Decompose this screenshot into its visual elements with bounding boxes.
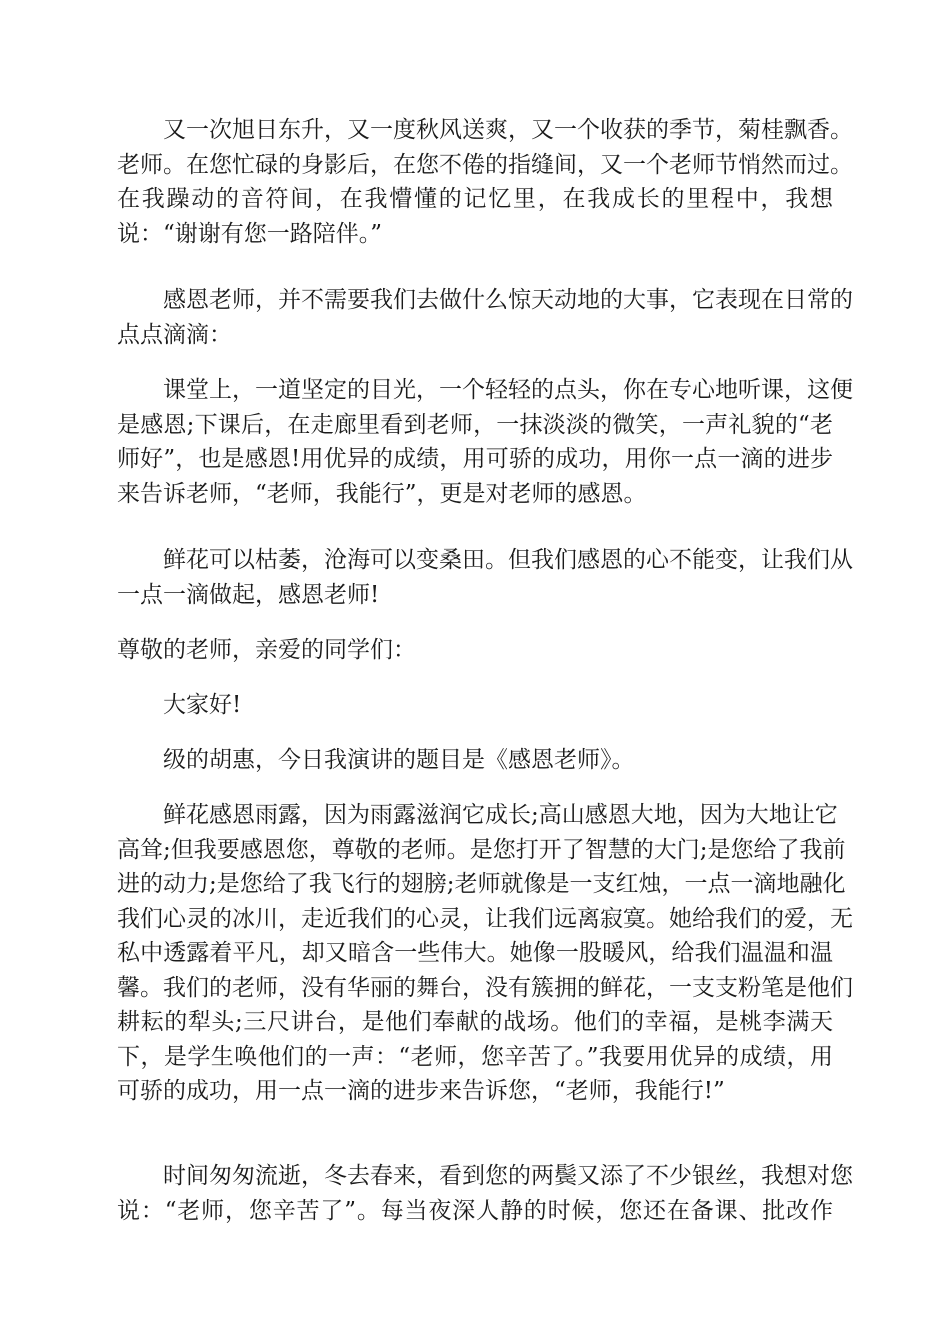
paragraph-6 [117,1159,853,1228]
text-line: 鲜花可以枯萎，沧海可以变桑田。但我们感恩的心不能变，让我们从 [163,547,853,573]
text-line: 馨。我们的老师，没有华丽的舞台，没有簇拥的鲜花，一支支粉笔是他们 [117,974,853,1001]
text-line: 是感恩;下课后，在走廊里看到老师，一抹淡淡的微笑，一声礼貌的“老 [117,411,833,438]
intro-line [117,743,833,778]
text-line: 鲜花感恩雨露，因为雨露滋润它成长;高山感恩大地，因为大地让它 [163,802,838,828]
text-line: 尊敬的老师，亲爱的同学们： [117,637,416,663]
paragraph-5 [117,798,853,1109]
text-line: 耕耘的犁头;三尺讲台，是他们奉献的战场。他们的幸福，是桃李满天 [117,1009,833,1035]
greeting [117,688,833,723]
text-line: 下，是学生唤他们的一声：“老师，您辛苦了。”我要用优异的成绩，用 [117,1043,833,1070]
text-line: 一点一滴做起，感恩老师! [117,581,380,608]
text-line: 师好”，也是感恩!用优异的成绩，用可骄的成功，用你一点一滴的进步 [117,446,833,472]
text-line: 高耸;但我要感恩您，尊敬的老师。是您打开了智慧的大门;是您给了我前 [117,836,846,863]
text-line: 老师。在您忙碌的身影后，在您不倦的指缝间，又一个老师节悄然而过。 [117,151,853,178]
text-line: 来告诉老师，“老师，我能行”，更是对老师的感恩。 [117,480,647,507]
paragraph-1 [117,113,853,251]
paragraph-3 [117,373,853,511]
text-line: 又一次旭日东升，又一度秋风送爽，又一个收获的季节，菊桂飘香。 [163,117,853,143]
text-line: 在我躁动的音符间，在我懵懂的记忆里，在我成长的里程中，我想 [117,186,833,212]
text-line: 我们心灵的冰川，走近我们的心灵，让我们远离寂寞。她给我们的爱，无 [117,905,853,932]
text-line: 感恩老师，并不需要我们去做什么惊天动地的大事，它表现在日常的 [163,287,853,313]
paragraph-2 [117,283,853,352]
text-line: 大家好! [163,692,242,718]
paragraph-4 [117,543,853,612]
text-line: 点点滴滴： [117,321,232,348]
text-line: 时间匆匆流逝，冬去春来，看到您的两鬓又添了不少银丝，我想对您 [163,1163,853,1189]
text-line: 说：“谢谢有您一路陪伴。” [117,220,383,247]
salutation [117,633,833,668]
text-line: 说：“老师，您辛苦了”。每当夜深人静的时候，您还在备课、批改作 [117,1197,833,1224]
text-line: 可骄的成功，用一点一滴的进步来告诉您，“老师，我能行!” [117,1078,725,1104]
text-line: 级的胡惠，今日我演讲的题目是《感恩老师》。 [163,747,635,773]
text-line: 进的动力;是您给了我飞行的翅膀;老师就像是一支红烛，一点一滴地融化 [117,871,846,897]
text-line: 私中透露着平凡，却又暗含一些伟大。她像一股暖风，给我们温温和温 [117,940,833,966]
text-line: 课堂上，一道坚定的目光，一个轻轻的点头，你在专心地听课，这便 [163,377,853,403]
